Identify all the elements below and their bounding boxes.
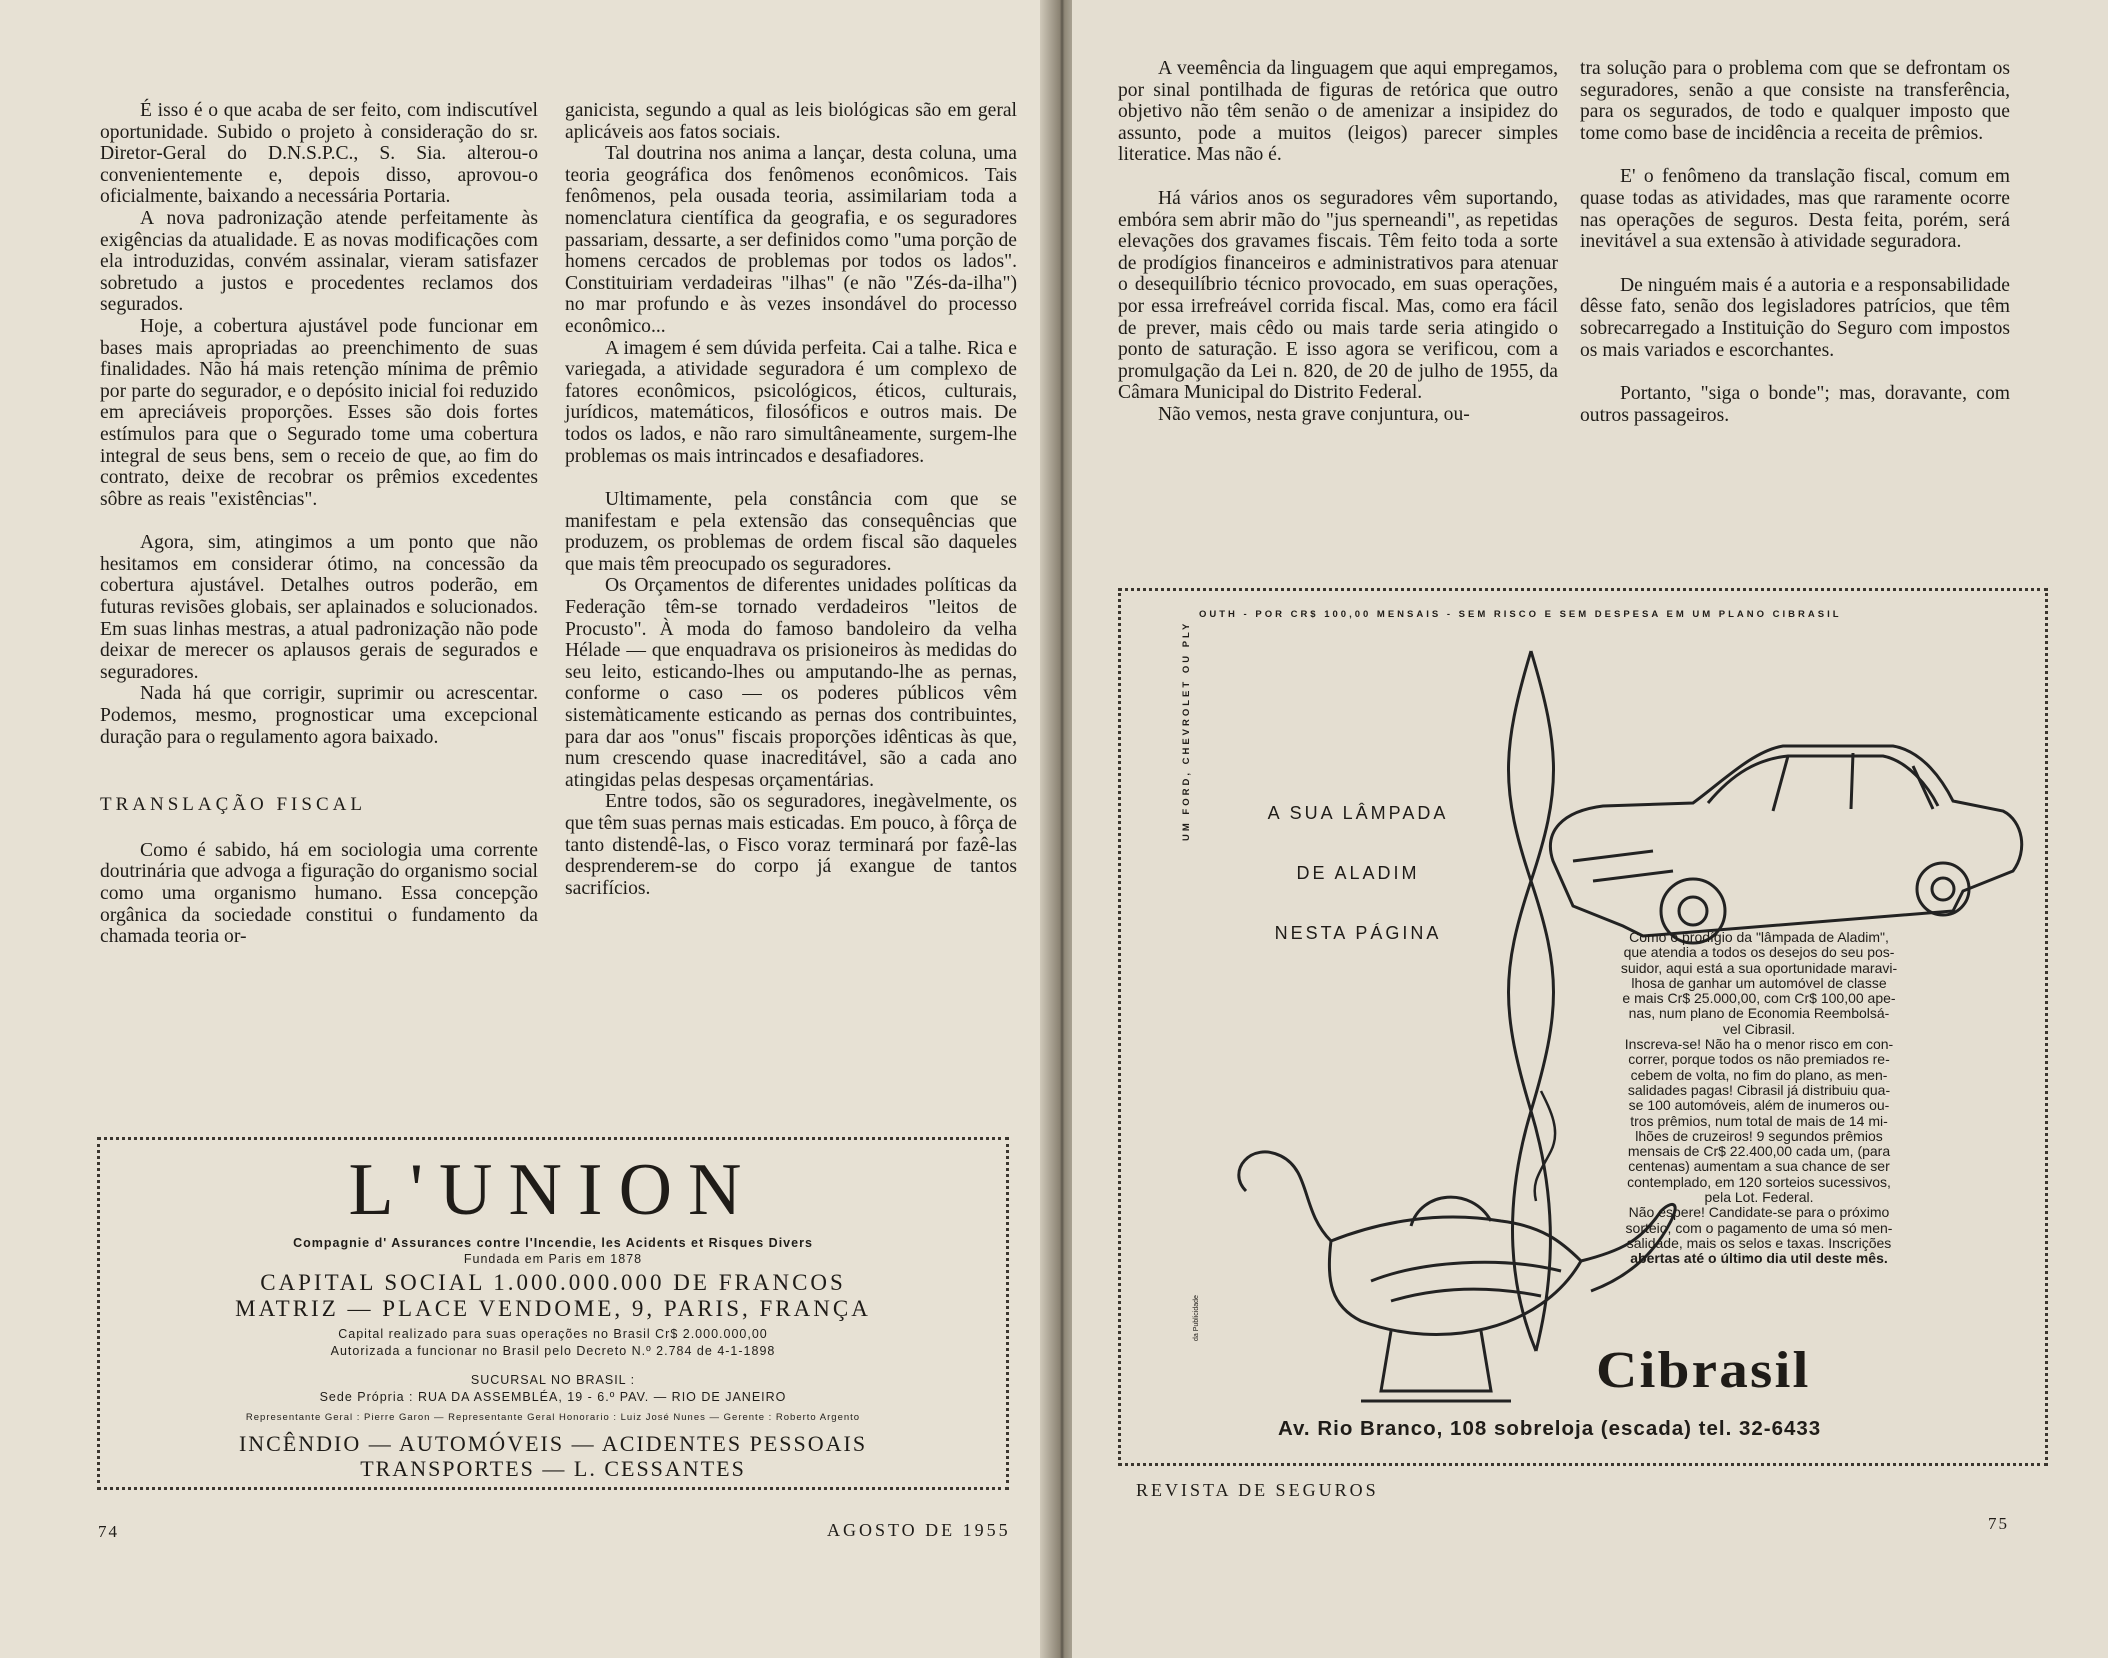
page-number-right: 75	[1988, 1514, 2009, 1533]
cibrasil-body-text	[1593, 930, 1925, 1267]
article-paragraph: Portanto, "siga o bonde"; mas, doravante, com outros passageiros.	[1580, 383, 2010, 426]
article-paragraph: É isso é o que acaba de ser feito, com indiscutível oportunidade. Subido o projeto à consideração do sr. Diretor-Geral do D.N.S.P.C., S. Sia. alterou-o convenientemente e, depois disso, aprovou-o oficialmente, baixando a necessária Portaria.	[100, 100, 538, 208]
article-paragraph: Agora, sim, atingimos a um ponto que não hesitamos em considerar ótimo, na concessão da cobertura ajustável. Detalhes outros poderão, em futuras revisões globais, ser aplainados e solucionados. Em suas linhas mestras, a atual padronização não pode deixar de merecer os aplausos gerais de segurados e seguradores.	[100, 532, 538, 683]
cibrasil-body-line: Inscreva-se! Não ha o menor risco em con-	[1624, 1036, 1894, 1053]
article-paragraph: Ultimamente, pela constância com que se manifestam e pela extensão das consequências que produzem, os problemas de ordem fiscal são daqueles que mais têm preocupado os seguradores.	[565, 489, 1017, 575]
lunion-authorization: Autorizada a funcionar no Brasil pelo Decreto N.º 2.784 de 4-1-1898	[330, 1344, 776, 1358]
article-paragraph: tra solução para o problema com que se defrontam os seguradores, senão a que consiste na transferência, para os segurados, de todo e qualquer imposto que tome como base de incidência a receita de prêmios.	[1580, 58, 2010, 144]
car-icon	[1550, 746, 2021, 943]
article-paragraph: Entre todos, são os seguradores, inegàvelmente, os que têm suas pernas mais esticadas. Em pouco, à fôrça de tanto distendê-las, o Fisco voraz terminará por fazê-las desprenderem-se do corpo já exangue de tantos sacrifícios.	[565, 791, 1017, 899]
article-paragraph: A nova padronização atende perfeitamente às exigências da atualidade. E as novas modificações com ela introduzidas, convém assinalar, vieram satisfazer sobretudo a justos e procedentes reclamos dos segurados.	[100, 207, 538, 316]
cibrasil-top-band: OUTH - POR CR$ 100,00 MENSAIS - SEM RISCO E SEM DESPESA EM UM PLANO CIBRASIL	[1199, 609, 1842, 620]
right-column-1	[1118, 58, 1558, 426]
article-paragraph: Os Orçamentos de diferentes unidades políticas da Federação têm-se tornado verdadeiros "leitos de Procusto". À moda do famoso bandoleiro da velha Hélade — que enquadrava os prisioneiros às medidas do seu leito, esticando-lhes ou amputando-lhe as pernas, conforme o caso — os poderes públicos vêm sistemàticamente esticando as pernas dos contribuintes, para dar aos "onus" fiscais proporções idênticas às que, num crescendo quase inacreditável, são a cada ano atingidas pelas despesas orçamentárias.	[565, 575, 1017, 791]
article-paragraph: De ninguém mais é a autoria e a responsabilidade dêsse fato, senão dos legisladores patrícios, que têm sobrecarregado a Instituição do Seguro com impostos os mais variados e escorchantes.	[1580, 274, 2010, 361]
lunion-headquarters: Sede Própria : RUA DA ASSEMBLÉA, 19 - 6.º PAV. — RIO DE JANEIRO	[319, 1390, 787, 1404]
cibrasil-body-line: Não espere! Candidate-se para o próximo	[1628, 1204, 1890, 1221]
article-paragraph: ganicista, segundo a qual as leis biológicas são em geral aplicáveis aos fatos sociais.	[565, 100, 1017, 143]
lunion-lines-row-2: TRANSPORTES — L. CESSANTES	[360, 1456, 746, 1481]
lunion-matriz: MATRIZ — PLACE VENDOME, 9, PARIS, FRANÇA	[235, 1296, 871, 1321]
lunion-lines-row-1: INCÊNDIO — AUTOMÓVEIS — ACIDENTES PESSOAIS	[238, 1431, 868, 1456]
left-column-1	[100, 100, 538, 948]
cibrasil-body-line: Como o prodígio da "lâmpada de Aladim",	[1629, 929, 1889, 945]
cibrasil-body-line: salidades pagas! Cibrasil já distribuiu qua-	[1627, 1081, 1891, 1098]
cibrasil-body-line: correr, porque todos os não premiados re-	[1628, 1051, 1890, 1068]
cibrasil-body-line: lhosa de ganhar um automóvel de classe	[1631, 974, 1887, 991]
journal-name: REVISTA DE SEGUROS	[1136, 1480, 1379, 1500]
cibrasil-body-line: centenas) aumentam a sua chance de ser	[1628, 1158, 1890, 1175]
cibrasil-body-line: se 100 automóveis, além de inumeros ou-	[1628, 1097, 1890, 1114]
cibrasil-logo: Cibrasil	[1596, 1342, 1811, 1399]
lunion-branch-heading: SUCURSAL NO BRASIL :	[470, 1373, 636, 1387]
article-paragraph: Não vemos, nesta grave conjuntura, ou-	[1158, 403, 1470, 425]
cibrasil-credit: da Publicidade	[1193, 1295, 1200, 1341]
cibrasil-body-line: que atendia a todos os desejos do seu pos-	[1623, 944, 1895, 961]
cibrasil-body-line: vel Cibrasil.	[1722, 1020, 1796, 1037]
lunion-title: L'UNION	[348, 1149, 758, 1231]
cibrasil-body-line: tros prêmios, num total de mais de 14 mi-	[1630, 1112, 1888, 1129]
article-paragraph: Há vários anos os seguradores vêm suportando, embóra sem abrir mão do "jus sperneandi", as repetidas elevações dos gravames fiscais. Têm feito toda a sorte de prodígios financeiros e administrativos para atenuar o desequilíbrio técnico provocado, em suas operações, por essa irrefreável corrida fiscal. Mas, como era fácil de prever, mais cêdo ou mais tarde seria atingido o ponto de saturação. E isso agora se verificou, com a promulgação da Lei n. 820, de 20 de julho de 1955, da Câmara Municipal do Distrito Federal.	[1118, 187, 1558, 404]
cibrasil-body-line: abertas até o último dia util deste mês.	[1630, 1250, 1888, 1267]
lunion-founded: Fundada em Paris em 1878	[463, 1252, 643, 1266]
cibrasil-body-line: pela Lot. Federal.	[1704, 1189, 1814, 1206]
article-paragraph: Nada há que corrigir, suprimir ou acrescentar. Podemos, mesmo, prognosticar uma excepcional duração para o regulamento agora baixado.	[100, 683, 538, 748]
cibrasil-body-line: e mais Cr$ 25.000,00, com Cr$ 100,00 ape-	[1622, 990, 1896, 1007]
left-column-2	[565, 100, 1017, 899]
cibrasil-body-line: contemplado, em 120 sorteios sucessivos,	[1627, 1173, 1891, 1190]
lunion-advertisement	[97, 1137, 1009, 1490]
cibrasil-body-line: nas, num plano de Economia Reembolsá-	[1628, 1005, 1890, 1022]
cibrasil-body-line: salidade, mais os selos e taxas. Inscrições	[1626, 1234, 1892, 1251]
issue-date: AGOSTO DE 1955	[827, 1520, 1011, 1540]
lunion-representatives: Representante Geral : Pierre Garon — Representante Geral Honorario : Luiz José Nunes — Gerente : Roberto Argento	[245, 1412, 861, 1423]
cibrasil-body-line: suidor, aqui está a sua oportunidade maravi-	[1620, 959, 1898, 976]
cibrasil-body-line: lhões de cruzeiros! 9 segundos prêmios	[1635, 1127, 1883, 1144]
article-paragraph: Como é sabido, há em sociologia uma corrente doutrinária que advoga a figuração do organismo social como uma organismo humano. Essa concepção orgânica da sociedade constitui o fundamento da chamada teoria or-	[100, 839, 538, 948]
article-paragraph: A imagem é sem dúvida perfeita. Cai a talhe. Rica e variegada, a atividade seguradora é um complexo de fatores econômicos, psicológicos, éticos, culturais, jurídicos, matemáticos, filosóficos e outros mais. De todos os lados, e não raro simultâneamente, surgem-lhe problemas os mais intrincados e desafiadores.	[565, 337, 1017, 467]
lunion-capital-brasil: Capital realizado para suas operações no Brasil Cr$ 2.000.000,00	[338, 1327, 768, 1341]
ribbon-left-stroke	[1509, 651, 1554, 1351]
cibrasil-advertisement	[1118, 588, 2048, 1466]
section-heading: TRANSLAÇÃO FISCAL	[100, 794, 366, 816]
page-number-left: 74	[98, 1522, 119, 1541]
lunion-subtitle: Compagnie d' Assurances contre l'Incendie, les Acidents et Risques Divers	[293, 1236, 813, 1250]
cibrasil-body-line: sorteio, com o pagamento de uma só men-	[1625, 1219, 1893, 1236]
flame-icon	[1535, 1091, 1555, 1201]
lunion-capital: CAPITAL SOCIAL 1.000.000.000 DE FRANCOS	[260, 1270, 846, 1295]
right-column-2	[1580, 58, 2010, 426]
ribbon-right-stroke	[1509, 651, 1554, 1351]
cibrasil-headline-2: DE ALADIM	[1296, 863, 1420, 883]
cibrasil-body-line: mensais de Cr$ 22.400,00 cada um, (para	[1627, 1143, 1891, 1160]
article-paragraph: Hoje, a cobertura ajustável pode funcionar em bases mais apropriadas ao preenchimento de suas finalidades. Não há mais retenção mínima de prêmio por parte do segurador, e o depósito inicial foi reduzido em apreciáveis proporções. Esses são dois fortes estímulos para que o Segurado tome uma cobertura integral de seus bens, sem o receio de que, ao fim do contrato, deixe de recobrar os prêmios excedentes sôbre as reais "existências".	[100, 315, 538, 510]
cibrasil-headline-3: NESTA PÁGINA	[1274, 923, 1442, 943]
article-paragraph: A veemência da linguagem que aqui empregamos, por sinal pontilhada de figuras de retórica que outro objetivo não têm senão o de amenizar a insipidez do assunto, pode a muitos (leigos) parecer simples literatice. Mas não é.	[1118, 58, 1558, 166]
article-paragraph: E' o fenômeno da translação fiscal, comum em quase todas as atividades, mas que raramente ocorre nas operações de seguros. Desta feita, porém, será inevitável a sua extensão à atividade seguradora.	[1580, 166, 2010, 253]
cibrasil-address: Av. Rio Branco, 108 sobreloja (escada) tel. 32-6433	[1278, 1417, 1822, 1440]
cibrasil-side-band: UM FORD, CHEVROLET OU PLY	[1181, 620, 1192, 841]
cibrasil-body-line: cebem de volta, no fim do plano, as men-	[1630, 1066, 1888, 1083]
cibrasil-headline-1: A SUA LÂMPADA	[1267, 803, 1449, 823]
article-paragraph: Tal doutrina nos anima a lançar, desta coluna, uma teoria geográfica dos fenômenos econômicos. Tais fenômenos, pela ousada teoria, assimilariam toda a nomenclatura científica da geografia, e os seguradores passariam, dessarte, a ser definidos como "uma porção de homens cercados de problemas por todos os lados". Constituiriam verdadeiras "ilhas" (e não "Zés-da-ilha") no mar profundo e às vezes insondável do processo econômico...	[565, 143, 1017, 337]
lunion-lines-of-business	[100, 1431, 1006, 1481]
